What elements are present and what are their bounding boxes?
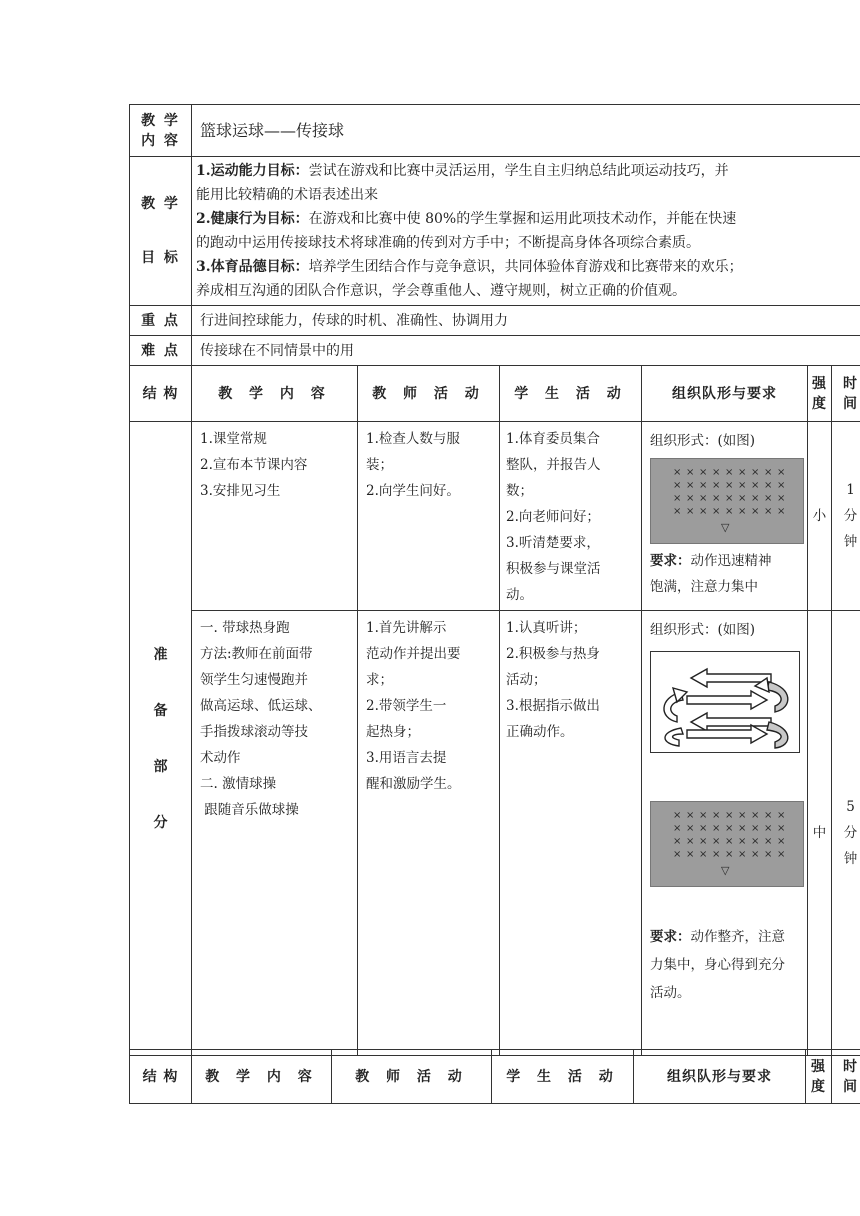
student-mark: × [686, 849, 695, 860]
prep-row-1 [130, 422, 860, 611]
row1-time-3: 钟 [843, 534, 858, 550]
content-row [130, 105, 860, 157]
continuation-header-row [130, 1050, 860, 1104]
row2-time-3: 钟 [843, 851, 858, 867]
header-intensity [808, 366, 832, 422]
row2-content-4: 做高运球、低运球、 [200, 698, 322, 714]
formation-photo-1 [650, 458, 804, 544]
student-mark: × [738, 467, 747, 478]
curve-arrow-right-icon [767, 682, 788, 712]
row1-student-6: 积极参与课堂活 [506, 561, 601, 577]
student-mark: × [712, 493, 721, 504]
footer-header-time [832, 1050, 860, 1104]
header-org: 组织队形与要求 [642, 366, 808, 422]
student-mark: × [777, 480, 786, 491]
row2-student-2: 2.积极参与热身 [506, 646, 600, 662]
section-char-1: 准 [153, 646, 168, 663]
student-mark: × [751, 849, 760, 860]
goal3-text-b: 养成相互沟通的团队合作意识，学会尊重他人、遵守规则，树立正确的价值观。 [196, 283, 686, 299]
row1-teacher-2: 装； [366, 457, 393, 473]
student-mark: × [712, 467, 721, 478]
student-mark: × [686, 480, 695, 491]
row1-student-3: 数； [506, 483, 533, 499]
student-mark: × [699, 467, 708, 478]
student-mark: × [712, 810, 721, 821]
student-mark: × [725, 823, 734, 834]
student-mark: × [673, 493, 682, 504]
row2-content-8: 跟随音乐做球操 [200, 802, 299, 818]
student-mark: × [751, 810, 760, 821]
goal2-line-a [196, 207, 860, 231]
goal3-line-a [196, 255, 860, 279]
row2-content-2: 方法:教师在前面带 [200, 646, 313, 662]
goal2-text-b: 的跑动中运用传接球技术将球准确的传到对方手中；不断提高身体各项综合素质。 [196, 235, 700, 251]
row2-teacher-4: 2.带领学生一 [366, 698, 447, 714]
student-mark: × [751, 493, 760, 504]
row1-student-4: 2.向老师问好； [506, 509, 600, 525]
key-label: 重 点 [130, 306, 192, 336]
header-time [832, 366, 860, 422]
column-header-row [130, 366, 860, 422]
student-mark: × [712, 823, 721, 834]
student-mark: × [725, 480, 734, 491]
curve-arrow-left-icon [665, 728, 683, 746]
student-mark: × [686, 493, 695, 504]
student-mark: × [764, 480, 773, 491]
row2-teacher-3: 求； [366, 672, 393, 688]
student-mark: × [777, 823, 786, 834]
student-mark: × [725, 810, 734, 821]
student-mark: × [751, 506, 760, 517]
student-mark: × [738, 493, 747, 504]
student-mark: × [686, 836, 695, 847]
student-mark: × [751, 823, 760, 834]
row2-time-2: 分 [843, 825, 858, 841]
row1-teacher-1: 1.检查人数与服 [366, 431, 460, 447]
formation-grid-2 [651, 802, 803, 886]
row1-org [642, 422, 808, 611]
content-label [130, 105, 192, 157]
goal3-text-a: 培养学生团结合作与竞争意识，共同体验体育游戏和比赛带来的欢乐； [308, 259, 743, 275]
student-mark: × [751, 480, 760, 491]
row1-req-text-a: 动作迅速精神 [690, 553, 772, 569]
footer-header-teacher: 教 师 活 动 [332, 1050, 492, 1104]
student-mark: × [738, 810, 747, 821]
section-label-prep [130, 422, 192, 1056]
prep-row-2 [130, 611, 860, 1056]
student-mark: × [712, 836, 721, 847]
student-mark: × [738, 836, 747, 847]
row2-content-6: 术动作 [200, 750, 241, 766]
row2-req-line1 [650, 923, 803, 951]
student-mark: × [686, 506, 695, 517]
student-mark: × [777, 506, 786, 517]
row1-student [500, 422, 642, 611]
student-mark: × [699, 849, 708, 860]
student-mark: × [699, 480, 708, 491]
row2-org-title: 组织形式：(如图) [650, 622, 756, 638]
row2-student-1: 1.认真听讲； [506, 620, 587, 636]
curve-arrow-right-icon [767, 722, 788, 748]
student-mark: × [725, 836, 734, 847]
student-mark: × [712, 849, 721, 860]
student-mark: × [699, 836, 708, 847]
row2-teacher-6: 3.用语言去提 [366, 750, 447, 766]
student-mark: × [725, 493, 734, 504]
section-char-4: 分 [153, 814, 168, 831]
row1-time [832, 422, 860, 611]
student-mark: × [686, 810, 695, 821]
row2-content-1: 一. 带球热身跑 [200, 620, 290, 636]
row2-req-label: 要求： [650, 929, 691, 945]
footer-header-time-b: 间 [843, 1078, 858, 1095]
student-mark: × [686, 467, 695, 478]
student-mark: × [777, 810, 786, 821]
section-char-2: 备 [153, 702, 168, 719]
row2-req-text-1: 动作整齐，注意 [690, 929, 785, 945]
student-mark: × [712, 506, 721, 517]
footer-header-student: 学 生 活 动 [492, 1050, 634, 1104]
header-structure: 结 构 [130, 366, 192, 422]
continuation-header-table [129, 1049, 860, 1104]
student-mark: × [777, 836, 786, 847]
row2-student-3: 活动； [506, 672, 547, 688]
difficult-label: 难 点 [130, 336, 192, 366]
footer-header-time-a: 时 [843, 1058, 858, 1075]
row1-req-text-b: 饱满，注意力集中 [650, 579, 758, 595]
student-mark: × [738, 849, 747, 860]
row2-time [832, 611, 860, 1056]
row2-intensity [808, 611, 832, 1056]
header-time-a: 时 [843, 375, 858, 392]
row2-req-text-3: 活动。 [650, 985, 691, 1001]
row1-student-5: 3.听清楚要求， [506, 535, 600, 551]
arrow-right-icon [687, 725, 767, 743]
row2-org [642, 611, 808, 1056]
goal1-text-a: 尝试在游戏和比赛中灵活运用，学生自主归纳总结此项运动技巧，并 [308, 163, 729, 179]
student-mark: × [673, 810, 682, 821]
difficult-row [130, 336, 860, 366]
student-mark: × [725, 506, 734, 517]
goals-row [130, 157, 860, 306]
spacer [650, 887, 803, 923]
row1-student-7: 动。 [506, 587, 533, 603]
student-mark: × [764, 849, 773, 860]
goal2-text-a: 在游戏和比赛中使 80%的学生掌握和运用此项技术动作，并能在快速 [308, 211, 737, 227]
spacer [650, 753, 803, 801]
student-mark: × [764, 467, 773, 478]
student-mark: × [764, 836, 773, 847]
formation-grid-1 [651, 459, 803, 543]
student-mark: × [777, 467, 786, 478]
row1-time-1: 1 [846, 482, 855, 498]
row1-content-1: 1.课堂常规 [200, 431, 267, 447]
goal1-text-b: 能用比较精确的术语表述出来 [196, 187, 378, 203]
row2-content-5: 手指拨球滚动等技 [200, 724, 308, 740]
row2-teacher-5: 起热身； [366, 724, 420, 740]
content-label-line1: 教 学 [141, 112, 180, 129]
student-mark: × [777, 849, 786, 860]
header-intensity-b: 度 [812, 395, 827, 412]
row2-teacher [358, 611, 500, 1056]
row1-intensity [808, 422, 832, 611]
student-mark: × [673, 467, 682, 478]
goal1-title: 1.运动能力目标： [196, 163, 309, 179]
student-mark: × [699, 493, 708, 504]
row1-content-3: 3.安排见习生 [200, 483, 281, 499]
footer-header-org: 组织队形与要求 [634, 1050, 806, 1104]
row1-teacher-3: 2.向学生问好。 [366, 483, 460, 499]
row1-time-2: 分 [843, 508, 858, 524]
content-label-line2: 内 容 [141, 132, 180, 149]
goals-label-line2: 目 标 [141, 250, 180, 266]
header-intensity-a: 强 [812, 375, 827, 392]
row2-content-3: 领学生匀速慢跑并 [200, 672, 308, 688]
arrow-left-icon [691, 713, 771, 731]
student-mark: × [712, 480, 721, 491]
row2-req-text-2: 力集中，身心得到充分 [650, 957, 785, 973]
student-mark: × [751, 836, 760, 847]
row2-student-5: 正确动作。 [506, 724, 574, 740]
student-mark: × [673, 836, 682, 847]
student-mark: × [699, 506, 708, 517]
goal1-line-a [196, 159, 860, 183]
student-mark: × [673, 849, 682, 860]
student-mark: × [738, 506, 747, 517]
student-mark: × [673, 823, 682, 834]
student-mark: × [751, 467, 760, 478]
goal2-title: 2.健康行为目标： [196, 211, 309, 227]
row1-student-1: 1.体育委员集合 [506, 431, 600, 447]
section-char-3: 部 [153, 758, 168, 775]
teacher-mark: ▽ [721, 864, 730, 877]
footer-header-content: 教 学 内 容 [192, 1050, 332, 1104]
row2-student [500, 611, 642, 1056]
row1-teacher [358, 422, 500, 611]
student-mark: × [764, 810, 773, 821]
student-mark: × [673, 506, 682, 517]
header-content: 教 学 内 容 [192, 366, 358, 422]
goal3-title: 3.体育品德目标： [196, 259, 309, 275]
row1-content [192, 422, 358, 611]
header-teacher: 教 师 活 动 [358, 366, 500, 422]
row1-req-label: 要求： [650, 553, 691, 569]
student-mark: × [699, 810, 708, 821]
row2-student-4: 3.根据指示做出 [506, 698, 600, 714]
key-row [130, 306, 860, 336]
teacher-mark: ▽ [721, 521, 730, 534]
header-time-b: 间 [843, 395, 858, 412]
student-mark: × [725, 849, 734, 860]
student-mark: × [777, 493, 786, 504]
row2-teacher-7: 醒和激励学生。 [366, 776, 461, 792]
student-mark: × [673, 480, 682, 491]
student-mark: × [738, 480, 747, 491]
key-value: 行进间控球能力，传球的时机、准确性、协调用力 [192, 306, 860, 336]
goals-label-line1: 教 学 [141, 196, 180, 212]
student-mark: × [764, 493, 773, 504]
difficult-value: 传接球在不同情景中的用 [192, 336, 860, 366]
student-mark: × [686, 823, 695, 834]
row2-time-1: 5 [846, 799, 855, 815]
row2-teacher-2: 范动作并提出要 [366, 646, 461, 662]
row1-intensity-value: 小 [812, 508, 827, 524]
warmup-route-diagram [650, 651, 800, 753]
student-mark: × [764, 823, 773, 834]
footer-header-intensity-b: 度 [811, 1078, 826, 1095]
student-mark: × [738, 823, 747, 834]
row1-content-2: 2.宣布本节课内容 [200, 457, 308, 473]
row2-content-7: 二. 激情球操 [200, 776, 277, 792]
goals-text [192, 157, 860, 306]
row2-intensity-value: 中 [812, 825, 827, 841]
row1-org-title: 组织形式：(如图) [650, 433, 756, 449]
footer-header-intensity [806, 1050, 832, 1104]
row2-teacher-1: 1.首先讲解示 [366, 620, 447, 636]
student-mark: × [699, 823, 708, 834]
footer-header-intensity-a: 强 [811, 1058, 826, 1075]
content-value: 篮球运球——传接球 [192, 105, 860, 157]
row2-content [192, 611, 358, 1056]
header-student: 学 生 活 动 [500, 366, 642, 422]
formation-photo-2 [650, 801, 804, 887]
row1-req [650, 548, 803, 574]
student-mark: × [764, 506, 773, 517]
footer-header-structure: 结 构 [130, 1050, 192, 1104]
row1-student-2: 整队，并报告人 [506, 457, 601, 473]
arrow-right-icon [687, 691, 767, 709]
student-mark: × [725, 467, 734, 478]
goals-label [130, 157, 192, 306]
lesson-plan-table [129, 104, 860, 1056]
